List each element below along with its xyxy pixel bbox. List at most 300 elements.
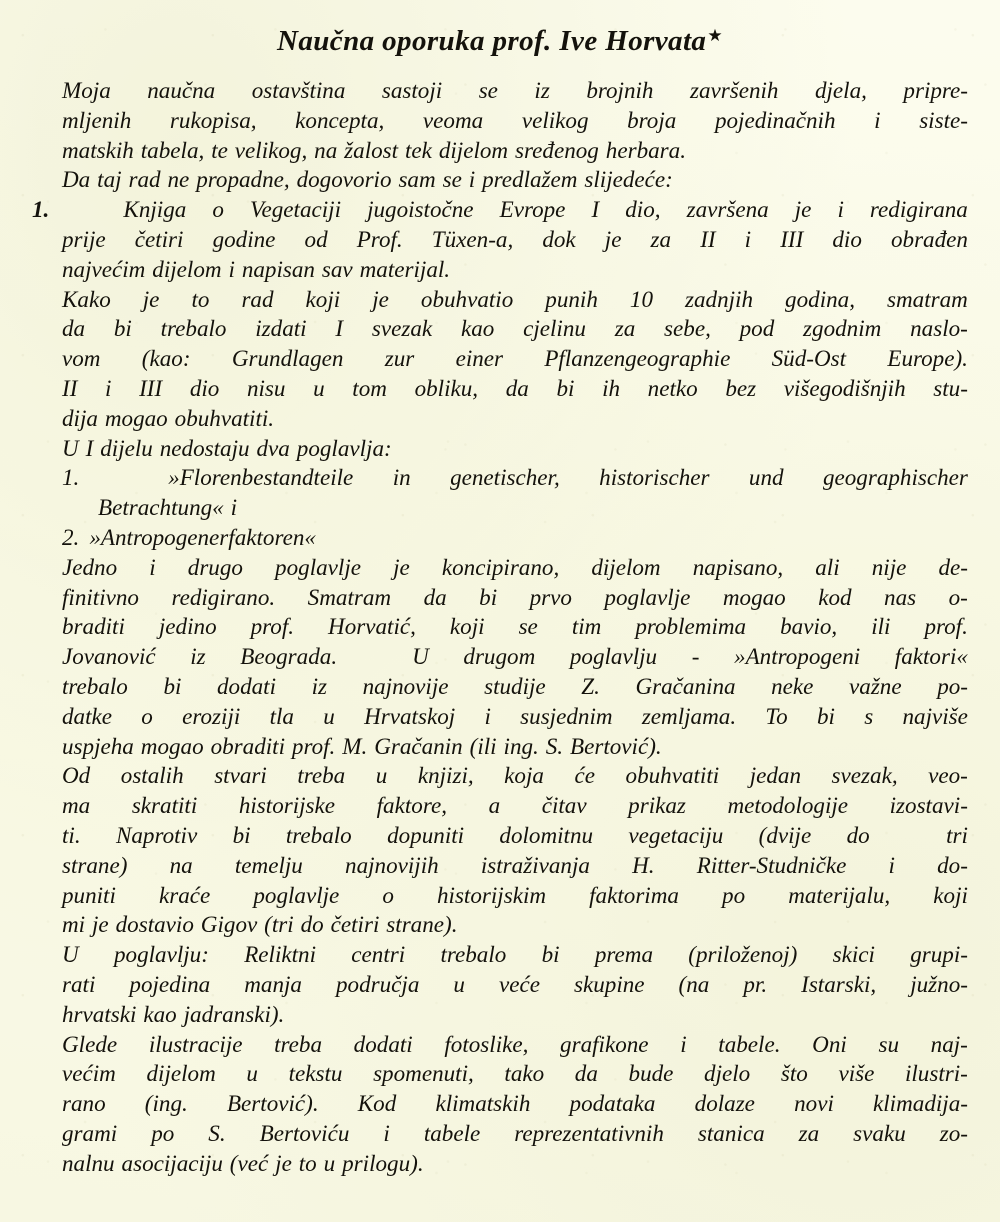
text-line (32, 165, 968, 195)
text-word: napisano, (692, 553, 784, 580)
text-word: H. (632, 851, 655, 878)
text-word: materijalu, (788, 881, 891, 908)
text-word: i (468, 166, 476, 193)
text-word: faktore, (376, 792, 447, 819)
text-word: mogao (104, 404, 168, 431)
text-word: i (874, 106, 881, 133)
text-word: koncepta, (295, 106, 385, 133)
text-word: susjednim (520, 702, 613, 729)
text-word: se (518, 613, 538, 640)
page-title-text: Naučna oporuka prof. Ive Horvata (277, 25, 707, 58)
text-line (32, 672, 968, 702)
text-word: prema (594, 941, 653, 968)
text-word: je (142, 285, 160, 312)
text-word: »Antropogeni (734, 643, 861, 670)
text-word: dok (542, 225, 576, 252)
text-line (32, 285, 968, 315)
text-word: hrvatski (62, 1000, 137, 1027)
text-word: spomenuti, (373, 1060, 474, 1087)
text-word: ing. (503, 732, 539, 759)
text-word: do (846, 821, 870, 848)
text-word: najnovije (362, 672, 449, 699)
text-word: manja (244, 970, 302, 997)
text-word: veoma (422, 106, 484, 133)
text-word: Glede (62, 1030, 118, 1057)
text-line (32, 1030, 968, 1060)
text-line (32, 434, 968, 464)
text-word: s (864, 702, 874, 729)
text-word: u (453, 970, 465, 997)
text-line (32, 761, 968, 791)
text-word: poglavlje (275, 553, 361, 580)
text-word: južno- (910, 970, 968, 997)
text-word: i (680, 1030, 687, 1057)
text-word: poglavlju (569, 643, 658, 670)
text-word: faktorima (589, 881, 679, 908)
text-word: sređenog (515, 136, 599, 163)
text-word: (dvije (758, 821, 812, 848)
text-word: četiri (330, 911, 380, 938)
text-word: i (230, 494, 238, 521)
text-word: bude (628, 1060, 674, 1087)
text-word: Moja (62, 77, 111, 103)
text-word: finitivno (62, 583, 139, 610)
text-word: to (298, 1149, 317, 1176)
text-word: dodati (353, 1030, 413, 1057)
text-line (32, 612, 968, 642)
text-line (32, 523, 968, 553)
text-line (32, 970, 968, 1000)
text-word: važne (849, 672, 902, 699)
text-word: Betrachtung« (98, 494, 224, 521)
text-word: Kod (357, 1090, 397, 1117)
text-line (32, 553, 968, 583)
text-word: zo- (939, 1119, 968, 1146)
document-body (32, 76, 968, 1178)
text-word: Bertoviću (259, 1119, 350, 1146)
text-word: godine (212, 225, 276, 252)
text-word: dio (189, 374, 220, 401)
text-word: dijelom (438, 136, 509, 163)
text-word: dogovorio (296, 166, 392, 193)
text-word: dijelom (146, 1060, 216, 1087)
text-word: prilogu). (342, 1149, 424, 1176)
text-word: I (85, 434, 94, 461)
text-line (32, 225, 968, 255)
text-word: puniti (62, 881, 116, 908)
text-word: četiri (134, 225, 184, 252)
text-word: do (300, 911, 324, 938)
text-word: bi (113, 315, 132, 342)
text-word: zemljama. (641, 702, 737, 729)
text-word: je (604, 225, 622, 252)
footnote-star-icon: ★ (707, 26, 723, 46)
text-word: vom (62, 345, 101, 372)
text-word: ne (167, 166, 190, 193)
text-word: stanica (697, 1119, 765, 1146)
text-word: godina, (785, 285, 855, 312)
text-line (32, 1119, 968, 1149)
text-word: po (722, 881, 746, 908)
text-word: skratiti (131, 792, 198, 819)
text-word: und (748, 464, 784, 491)
text-word: Jedno (62, 553, 118, 580)
text-word: mljenih (62, 106, 132, 133)
text-word: rad (128, 166, 161, 193)
text-word: prof. (924, 613, 968, 640)
text-word: dolaze (694, 1090, 755, 1117)
text-word: II (700, 225, 716, 252)
text-word: velikog, (234, 136, 308, 163)
text-word: redigirana (869, 196, 968, 223)
text-word: po (151, 1119, 175, 1146)
text-word: Beograda. (240, 643, 338, 670)
text-line (32, 1089, 968, 1119)
text-word: siste- (919, 106, 968, 133)
text-word: Knjiga (123, 196, 187, 223)
text-word: Jovanović (62, 643, 156, 670)
text-word: trebalo (440, 941, 507, 968)
text-word: pod (739, 315, 775, 342)
text-word: dio, (625, 196, 661, 223)
text-word: iz (190, 643, 206, 670)
text-word: bavio, (780, 613, 838, 640)
text-word: grafikone (560, 1030, 649, 1057)
text-word: brojnih (586, 77, 654, 103)
text-word: i (837, 196, 844, 223)
text-word: u (323, 702, 335, 729)
text-word: se (478, 77, 498, 103)
text-word: jadranski). (183, 1000, 285, 1027)
text-word: izdati (255, 315, 307, 342)
text-line (32, 255, 968, 285)
text-word: da (62, 315, 86, 342)
text-word: stu- (933, 374, 968, 401)
text-word: obuhvatiti. (174, 404, 275, 431)
text-word: bi (232, 821, 251, 848)
text-line (32, 583, 968, 613)
text-word: o (212, 196, 224, 223)
text-word: o (141, 702, 153, 729)
text-word: u (375, 762, 388, 789)
text-word: sam (398, 166, 436, 193)
text-word: zadnjih (685, 285, 754, 312)
text-word: obliku, (414, 374, 479, 401)
text-word: broja (627, 106, 677, 133)
text-word: bi (541, 941, 560, 968)
text-word: koja (504, 762, 544, 789)
text-word: je (92, 911, 109, 938)
text-word: U (412, 643, 429, 670)
text-word: I (335, 315, 344, 342)
text-word: ilustracije (148, 1030, 243, 1057)
text-word: Bertović). (570, 732, 662, 759)
text-word: pripre- (903, 77, 968, 103)
text-word: dijelom (152, 255, 222, 282)
text-word: napisan (241, 255, 315, 282)
text-line (32, 195, 968, 225)
text-word: naj- (930, 1030, 968, 1057)
text-line (32, 821, 968, 851)
text-word: Oni (812, 1030, 847, 1057)
text-word: koji (449, 613, 485, 640)
text-word: sav (321, 255, 353, 282)
text-word: centri (351, 941, 406, 968)
text-word: podataka (569, 1090, 656, 1117)
text-word: Vegetaciji (249, 196, 342, 223)
text-word: knjizi, (417, 762, 474, 789)
text-word: u (323, 1149, 336, 1176)
text-word: klimadija- (873, 1090, 968, 1117)
text-word: poglavlja: (296, 434, 392, 461)
text-word: završena (686, 196, 769, 223)
text-word: poglavlje (604, 583, 691, 610)
text-word: III (139, 374, 163, 401)
text-word: da (423, 583, 447, 610)
text-word: izostavi- (889, 792, 968, 819)
text-word: žalost (344, 136, 399, 163)
text-word: historijske (238, 792, 336, 819)
text-word: slijedeće: (584, 166, 673, 193)
text-word: taj (97, 166, 122, 193)
text-word: naučna (147, 77, 216, 103)
text-line (32, 344, 968, 374)
text-word: jedino (158, 613, 217, 640)
text-word: područja (335, 970, 420, 997)
text-word: propadne, (196, 166, 290, 193)
text-word: vegetaciju (628, 821, 724, 848)
text-word: na (169, 851, 193, 878)
text-word: prof. (291, 732, 336, 759)
text-word: i (105, 374, 112, 401)
text-word: klimatskih (435, 1090, 531, 1117)
text-word: ali (815, 553, 840, 580)
text-word: historischer (599, 464, 710, 491)
text-word: 10 (629, 285, 653, 312)
text-word: tekstu (288, 1060, 343, 1087)
text-word: bez (725, 374, 757, 401)
text-word: »Florenbestandteile (168, 464, 354, 491)
text-word: neke (771, 672, 814, 699)
text-word: se (442, 166, 462, 193)
sublist-item-number: 1. (62, 464, 80, 491)
page-title (0, 25, 1000, 58)
text-word: nalnu (62, 1149, 115, 1176)
text-word: višegodišnjih (783, 374, 906, 401)
text-word: (priloženoj) (688, 941, 798, 968)
text-word: prije (62, 225, 106, 252)
text-word: na (314, 136, 338, 163)
text-word: To (765, 702, 788, 729)
text-word: kod (818, 583, 852, 610)
text-word: za (650, 225, 672, 252)
text-word: kao (143, 1000, 177, 1027)
text-word (372, 642, 378, 672)
text-word: redigirano. (171, 583, 276, 610)
text-line (32, 374, 968, 404)
text-word: završenih (689, 77, 779, 103)
text-word: rad (241, 285, 274, 312)
text-word: nisu (246, 374, 286, 401)
text-word: za (798, 1119, 820, 1146)
text-word: zur (384, 345, 415, 372)
text-word: a (488, 792, 501, 819)
text-word: o (382, 881, 394, 908)
text-word: Reliktni (244, 941, 317, 968)
text-word: III (780, 225, 804, 252)
text-word: Gračanin (374, 732, 463, 759)
text-word: je (794, 196, 812, 223)
text-line (32, 136, 968, 166)
text-word: dopuniti (387, 821, 465, 848)
sublist-item-number: 2. (62, 523, 80, 550)
text-word: Hrvatskoj (364, 702, 456, 729)
text-line (32, 1059, 968, 1089)
text-word: smatram (887, 285, 968, 312)
text-word: i (744, 225, 752, 252)
text-word: Gračanina (635, 672, 736, 699)
text-word: tabele. (718, 1030, 781, 1057)
text-word: U (62, 941, 79, 968)
text-word: faktori« (894, 643, 968, 670)
text-word: netko (647, 374, 698, 401)
text-word: grami (62, 1119, 118, 1146)
text-word: i (484, 702, 491, 729)
text-word: svezak, (831, 762, 898, 789)
text-word: tom (352, 374, 387, 401)
text-word: poglavlje (253, 881, 340, 908)
text-word: historijskim (436, 881, 547, 908)
text-line (32, 642, 968, 672)
text-word: dio (832, 225, 862, 252)
text-word: najvećim (62, 255, 146, 282)
text-word: studije (484, 672, 546, 699)
text-word: po- (937, 672, 968, 699)
text-word: metodologije (727, 792, 849, 819)
text-word: Istarski, (801, 970, 877, 997)
text-word: je (372, 285, 389, 312)
text-word: prof. (250, 613, 295, 640)
text-word: drugom (463, 643, 536, 670)
text-word: Z. (581, 672, 600, 699)
text-word: većim (62, 1060, 116, 1087)
text-word: mogao (722, 583, 786, 610)
text-word: nas (884, 583, 917, 610)
text-word: - (691, 643, 700, 670)
text-word: tek (405, 136, 432, 163)
text-word: rano (62, 1090, 106, 1117)
text-word: Naprotiv (115, 821, 198, 848)
text-word: ti. (62, 821, 81, 848)
text-word: einer (455, 345, 504, 372)
text-word: datke (62, 702, 113, 729)
text-word: stvari (214, 762, 267, 789)
text-word: djelo (704, 1060, 751, 1087)
text-word: tim (571, 613, 602, 640)
text-line (32, 76, 968, 106)
text-word: ostalih (120, 762, 184, 789)
text-word: u (313, 374, 325, 401)
text-word: svezak (371, 315, 433, 342)
text-word: pr. (743, 970, 768, 997)
text-word: te (211, 136, 228, 163)
text-word: mi (62, 911, 86, 938)
text-word: dijelom (591, 553, 661, 580)
text-word: strane) (62, 851, 128, 878)
text-word: od (304, 225, 328, 252)
text-word: i (228, 255, 235, 282)
text-word: tabele (423, 1119, 481, 1146)
text-line (32, 314, 968, 344)
text-word: Pflanzengeographie (544, 345, 731, 372)
text-word: ostavština (251, 77, 346, 103)
text-word: braditi (62, 613, 125, 640)
text-line (32, 463, 968, 493)
text-word: dostavio (115, 911, 194, 938)
text-word: ili (871, 613, 891, 640)
text-word: reprezentativnih (514, 1119, 664, 1146)
text-word: iz (311, 672, 327, 699)
text-word: materijal. (359, 255, 451, 282)
text-word: S. (545, 732, 564, 759)
text-word: genetischer, (450, 464, 560, 491)
text-word: to (191, 285, 210, 312)
text-word: predlažem (482, 166, 578, 193)
text-word: obuhvatiti (625, 762, 720, 789)
text-word: II (62, 374, 78, 401)
text-word: mogao (140, 732, 204, 759)
text-word: (ing. (144, 1090, 188, 1117)
text-word: strane). (386, 911, 458, 938)
text-word: Kako (62, 285, 111, 312)
text-word: nije (871, 553, 907, 580)
text-word: tri (946, 821, 968, 848)
text-word: matskih (62, 136, 134, 163)
text-word: S. (208, 1119, 226, 1146)
text-word: trebalo (160, 315, 227, 342)
text-word: skupine (573, 970, 645, 997)
text-word: tla (269, 702, 294, 729)
text-word: i (149, 553, 156, 580)
text-word: nedostaju (159, 434, 250, 461)
text-word: pojedina (129, 970, 211, 997)
text-word: I (591, 196, 600, 223)
text-word: punih (545, 285, 598, 312)
text-word: (ili (469, 732, 497, 759)
text-word: fotoslike, (444, 1030, 529, 1057)
text-word: svaku (853, 1119, 906, 1146)
text-word: (kao: (141, 345, 191, 372)
text-word: Prof. (356, 225, 403, 252)
text-word: u (246, 1060, 258, 1087)
text-word: Süd-Ost (771, 345, 847, 372)
text-word: veće (498, 970, 540, 997)
text-word: bi (556, 374, 575, 401)
text-word: jugoistočne (367, 196, 474, 223)
text-word: Od (62, 762, 91, 789)
text-word: trebalo (285, 821, 352, 848)
text-word: treba (274, 1030, 323, 1057)
text-word: istraživanja (480, 851, 590, 878)
text-word: in (392, 464, 411, 491)
text-word: zgodnim (803, 315, 882, 342)
text-line (32, 1149, 968, 1179)
text-word: Grundlagen (231, 345, 344, 372)
text-word: tako (504, 1060, 545, 1087)
text-line (32, 493, 968, 523)
text-line (32, 940, 968, 970)
text-word: dva (256, 434, 290, 461)
